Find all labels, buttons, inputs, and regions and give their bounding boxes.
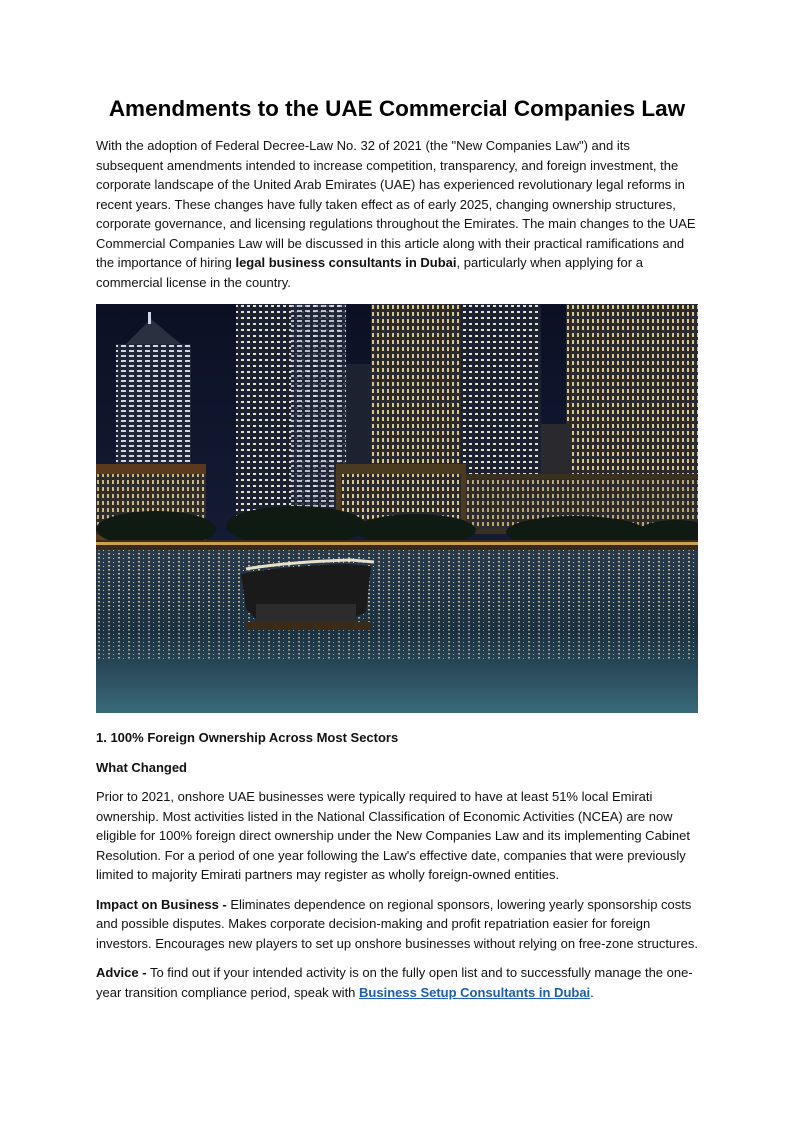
impact-paragraph <box>96 895 700 954</box>
intro-text: With the adoption of Federal Decree-Law No. 32 of 2021 (the "New Companies Law") and its subsequent amendments intended to increase competition, transparency, and foreign investment, the corporate landscape of the United Arab Emirates (UAE) has experienced revolutionary legal reforms in recent years. These changes have fully taken effect as of early 2025, changing ownership structures, corporate governance, and licensing regulations throughout the Emirates. The main changes to the UAE Commercial Companies Law will be discussed in this article along with their practical ramifications and the importance of hiring <box>96 138 696 270</box>
page-title: Amendments to the UAE Commercial Companies Law <box>108 96 686 121</box>
advice-paragraph <box>96 963 700 1002</box>
dubai-skyline-illustration <box>96 304 698 713</box>
advice-label: Advice - <box>96 965 147 980</box>
intro-paragraph <box>96 136 700 292</box>
impact-text: Eliminates dependence on regional sponsors, lowering yearly sponsorship costs and possible disputes. Makes corporate decision-making and profit repatriation easier for foreign investors. Encourages new players to set up onshore businesses without relying on free-zone structures. <box>96 896 698 951</box>
section-subheading: What Changed <box>96 759 187 775</box>
dubai-night-photo <box>96 304 698 713</box>
section-paragraph: Prior to 2021, onshore UAE businesses were typically required to have at least 51% local Emirati ownership. Most activities listed in the National Classification of Economic Activities (NCEA) are now eligible for 100% foreign direct ownership under the New Companies Law and its implementing Cabinet Resolution. For a period of one year following the Law's effective date, companies that were previously limited to majority Emirati partners may register as wholly foreign-owned entities. <box>96 789 690 882</box>
article-body <box>96 136 700 1012</box>
section-heading: 1. 100% Foreign Ownership Across Most Sectors <box>96 730 399 745</box>
business-setup-consultants-link[interactable]: Business Setup Consultants in Dubai <box>359 984 591 1000</box>
intro-text-end: , particularly when applying for a commercial license in the country. <box>96 255 643 290</box>
advice-text: To find out if your intended activity is on the fully open list and to successfully manage the one-year transition compliance period, speak with <box>96 965 693 1000</box>
impact-label: Impact on Business - <box>96 896 227 912</box>
intro-bold-phrase: legal business consultants in Dubai <box>235 255 457 270</box>
advice-end: . <box>590 984 594 1000</box>
